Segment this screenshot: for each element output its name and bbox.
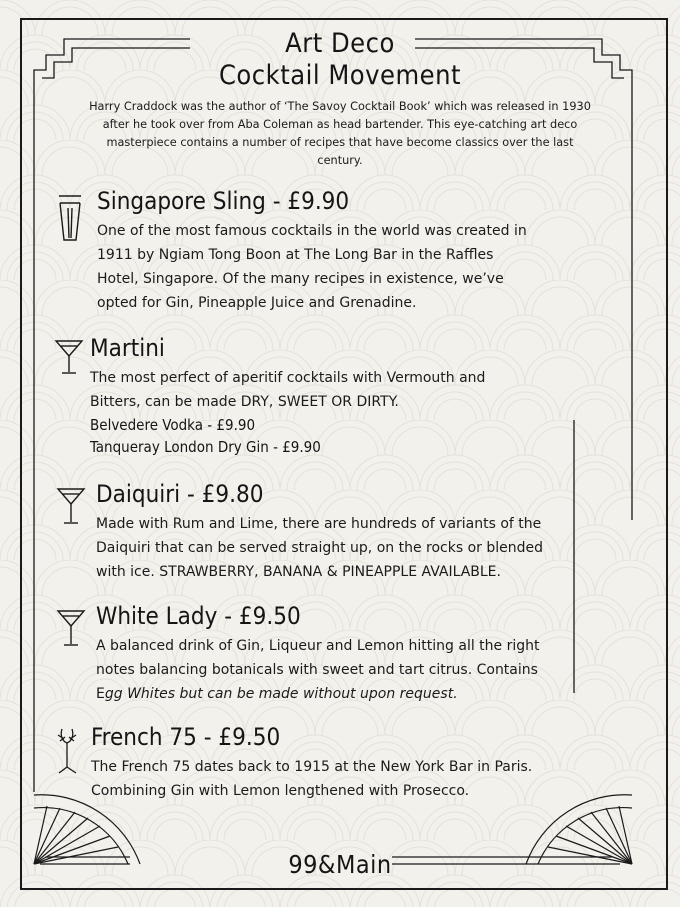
drink-name: White Lady - £9.50 <box>96 602 301 630</box>
drink-description: The French 75 dates back to 1915 at the New York Bar in Paris. Combining Gin with Lemon lengthened with Prosecco. <box>91 759 533 799</box>
drink-description: Made with Rum and Lime, there are hundreds of variants of the Daiquiri that can be served straight up, on the rocks or blended with ice. STRAWBERRY, BANANA & PINEAPPLE AVAILABLE. <box>96 516 543 580</box>
coupe-glass-icon <box>56 486 86 526</box>
drink-name: Daiquiri - £9.80 <box>96 480 264 508</box>
highball-glass-icon <box>56 194 84 244</box>
drink-description <box>96 634 546 706</box>
drink-singapore-sling <box>97 187 537 315</box>
martini-glass-icon <box>54 338 84 376</box>
description-part-italic: gg Whites but can be made without upon request. <box>104 686 458 702</box>
menu-title-line2: Cocktail Movement <box>218 60 462 91</box>
drink-name: Martini <box>90 334 165 362</box>
brand-logo-text: 99&Main <box>288 850 392 879</box>
variant-item: Belvedere Vodka - £9.90 <box>90 416 256 434</box>
menu-title-line1: Art Deco <box>285 28 395 59</box>
intro-paragraph: Harry Craddock was the author of ‘The Savoy Cocktail Book’ which was released in 1930 after he took over from Aba Coleman as head bartender. This eye-catching art deco masterpiece contains a number of recipes that have become classics over the last century. <box>89 100 591 167</box>
drink-name: Singapore Sling - £9.90 <box>97 187 350 215</box>
drink-white-lady <box>96 602 546 706</box>
drink-martini <box>90 334 540 458</box>
drink-name: French 75 - £9.50 <box>91 723 281 751</box>
cocktail-glass-icon <box>56 608 86 648</box>
variant-item: Tanqueray London Dry Gin - £9.90 <box>90 438 321 456</box>
drink-description: The most perfect of aperitif cocktails with Vermouth and Bitters, can be made DRY, SWEET OR DIRTY. <box>90 370 486 410</box>
description-part: A balanced drink of Gin, Liqueur and Lemon hitting all the right notes balancing botanicals with sweet and tart citrus. Contains E <box>96 638 540 702</box>
drink-description: One of the most famous cocktails in the world was created in 1911 by Ngiam Tong Boon at The Long Bar in the Raffles Hotel, Singapore. Of the many recipes in existence, we’ve opted for Gin, Pineapple Juice and Grenadine. <box>97 223 527 311</box>
drink-french-75 <box>91 723 541 803</box>
drink-daiquiri <box>96 480 546 584</box>
champagne-flute-icon <box>56 727 84 777</box>
